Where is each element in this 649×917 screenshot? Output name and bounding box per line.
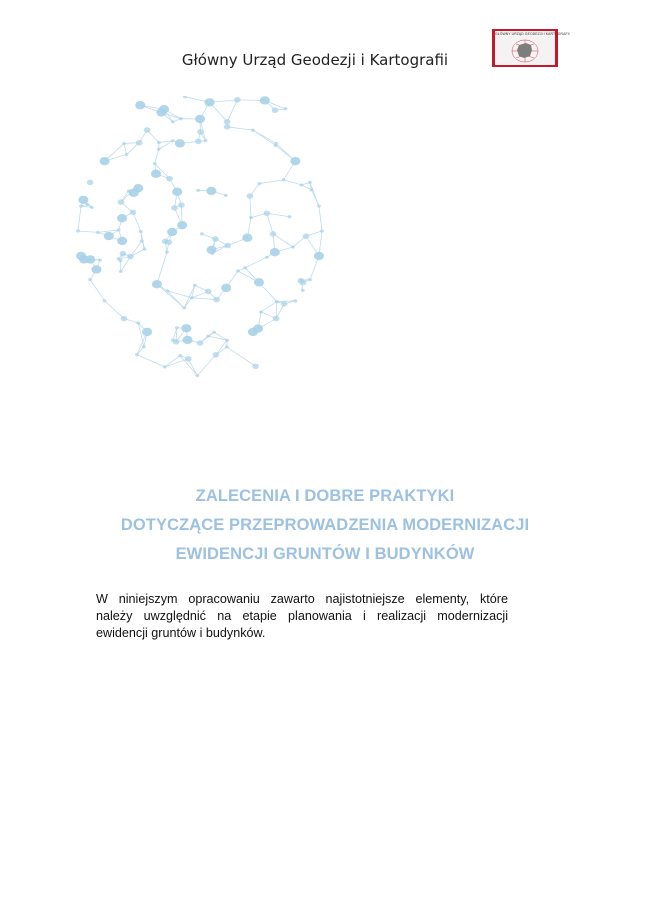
organization-name: Główny Urząd Geodezji i Kartografii	[181, 51, 449, 69]
logo-text: GŁÓWNY URZĄD GEODEZJI I KARTOGRAFII	[495, 32, 570, 36]
intro-line-2: należy uwzględnić na etapie planowania i realizacji modernizacji	[96, 609, 508, 623]
title-line-2: DOTYCZĄCE PRZEPROWADZENIA MODERNIZACJI	[120, 516, 530, 534]
title-line-3: EWIDENCJI GRUNTÓW I BUDYNKÓW	[175, 545, 475, 563]
intro-line-3: ewidencji gruntów i budynków.	[96, 626, 266, 640]
gugik-logo	[492, 29, 570, 67]
network-globe-graphic	[72, 96, 342, 381]
document-title	[40, 482, 610, 569]
title-line-1: ZALECENIA I DOBRE PRAKTYKI	[195, 487, 455, 505]
logo-map-icon	[495, 31, 570, 65]
intro-line-1: W niniejszym opracowaniu zawarto najistotniejsze elementy, które	[96, 592, 508, 606]
intro-paragraph	[96, 591, 508, 642]
